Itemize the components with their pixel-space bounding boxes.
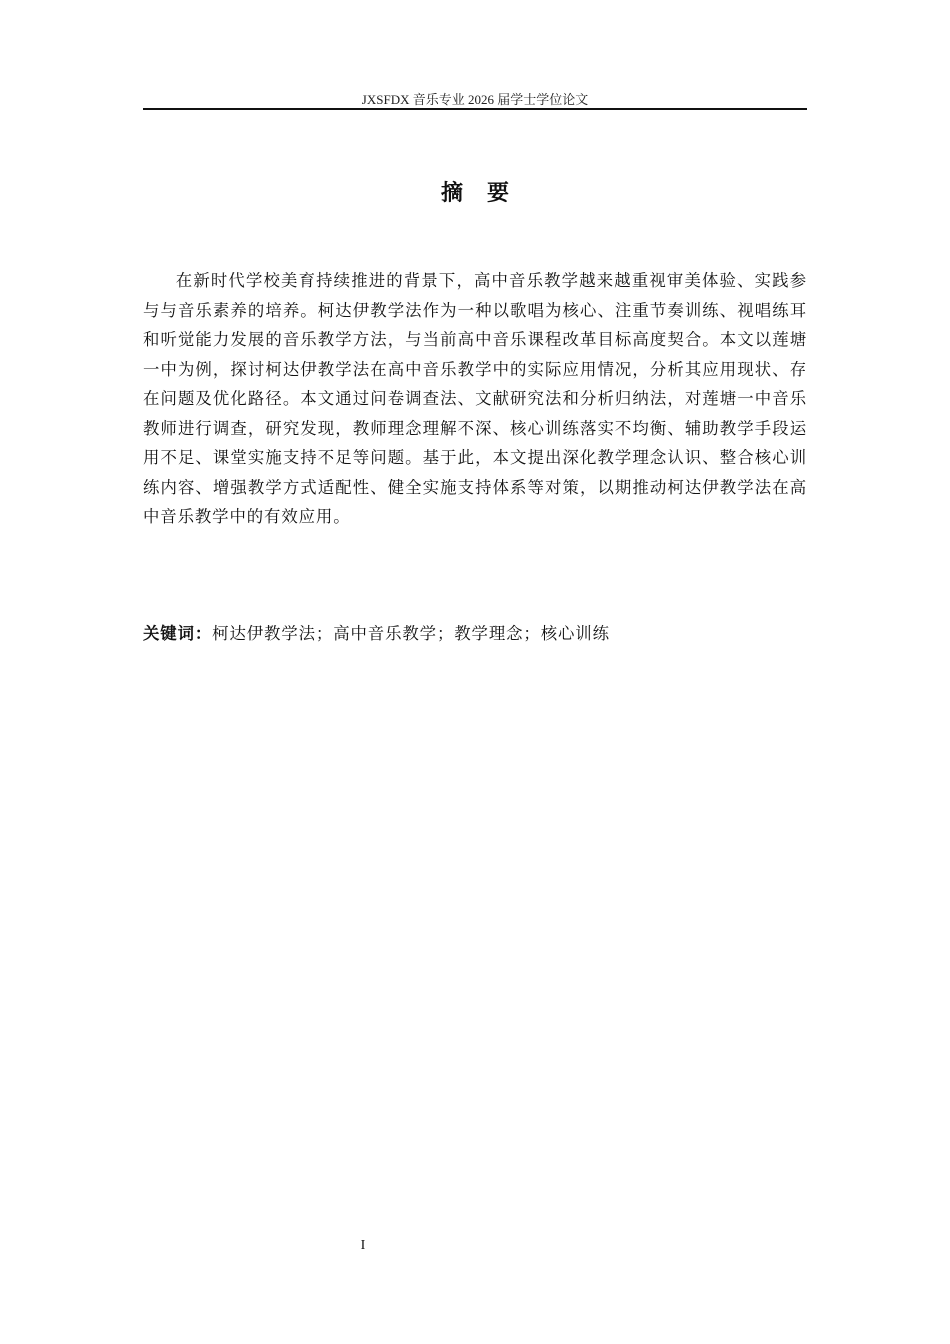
abstract-body: 在新时代学校美育持续推进的背景下，高中音乐教学越来越重视审美体验、实践参与与音乐素养的培养。柯达伊教学法作为一种以歌唱为核心、注重节奏训练、视唱练耳和听觉能力发展的音乐教学方法，与当前高中音乐课程改革目标高度契合。本文以莲塘一中为例，探讨柯达伊教学法在高中音乐教学中的实际应用情况，分析其应用现状、存在问题及优化路径。本文通过问卷调查法、文献研究法和分析归纳法，对莲塘一中音乐教师进行调查，研究发现，教师理念理解不深、核心训练落实不均衡、辅助教学手段运用不足、课堂实施支持不足等问题。基于此，本文提出深化教学理念认识、整合核心训练内容、增强教学方式适配性、健全实施支持体系等对策，以期推动柯达伊教学法在高中音乐教学中的有效应用。 bbox=[143, 271, 807, 526]
abstract-title: 摘要 bbox=[440, 181, 533, 206]
keywords-text: 柯达伊教学法；高中音乐教学；教学理念；核心训练 bbox=[212, 624, 610, 643]
keywords-label: 关键词： bbox=[143, 624, 213, 643]
keywords-line bbox=[143, 620, 807, 648]
running-header: JXSFDX 音乐专业 2026 届学士学位论文 bbox=[361, 92, 589, 107]
page-number: I bbox=[360, 1238, 366, 1253]
header-rule bbox=[143, 108, 807, 110]
